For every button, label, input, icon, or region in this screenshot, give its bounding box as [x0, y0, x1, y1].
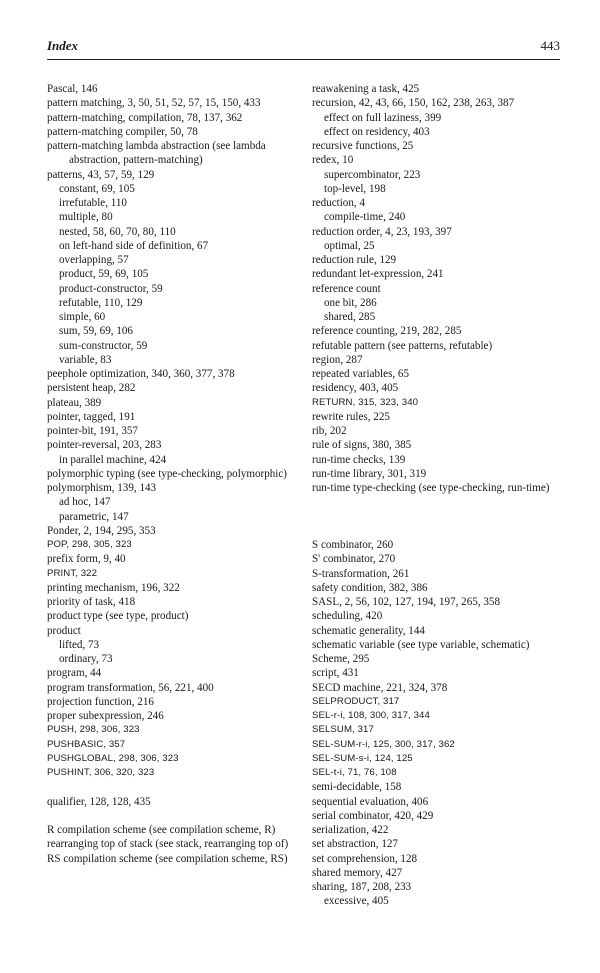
index-subentry: effect on residency, 403 — [324, 125, 430, 138]
index-subentry: ad hoc, 147 — [59, 496, 111, 509]
index-entry: SEL-SUM-r-i, 125, 300, 317, 362 — [312, 738, 455, 750]
page-number: 443 — [540, 38, 560, 53]
index-entry: peephole optimization, 340, 360, 377, 378 — [47, 368, 235, 380]
section-gap — [47, 809, 309, 823]
index-entry: reduction order, 4, 23, 193, 397 — [312, 225, 452, 238]
index-entry: priority of task, 418 — [47, 596, 136, 608]
index-entry: recursive functions, 25 — [312, 140, 414, 152]
index-entry: repeated variables, 65 — [312, 368, 410, 380]
index-entry: pointer, tagged, 191 — [47, 410, 136, 423]
index-entry: run-time library, 301, 319 — [312, 467, 427, 480]
index-entry: persistent heap, 282 — [47, 382, 136, 395]
index-entry: PUSHINT, 306, 320, 323 — [47, 767, 155, 778]
index-entry: polymorphic typing (see type-checking, polymorphic) — [47, 467, 287, 480]
index-entry: pattern-matching compiler, 50, 78 — [47, 125, 198, 138]
index-entry: SECD machine, 221, 324, 378 — [312, 681, 448, 694]
index-subentry: top-level, 198 — [324, 182, 386, 195]
running-head-title: Index — [47, 38, 79, 53]
index-entry: pointer-reversal, 203, 283 — [47, 439, 162, 452]
index-entry: script, 431 — [312, 667, 359, 680]
index-entry: redundant let-expression, 241 — [312, 268, 444, 281]
index-subentry: compile-time, 240 — [324, 211, 406, 224]
index-column-right — [312, 82, 574, 909]
index-subentry: overlapping, 57 — [59, 254, 129, 266]
index-entry: pointer-bit, 191, 357 — [47, 425, 138, 437]
index-entry: program transformation, 56, 221, 400 — [47, 681, 214, 694]
index-entry: S combinator, 260 — [312, 539, 394, 551]
index-entry: shared memory, 427 — [312, 866, 403, 879]
index-entry: rule of signs, 380, 385 — [312, 439, 412, 452]
index-entry: printing mechanism, 196, 322 — [47, 581, 180, 594]
index-entry: region, 287 — [312, 353, 363, 366]
index-subentry: ordinary, 73 — [59, 653, 113, 665]
index-entry: POP, 298, 305, 323 — [47, 539, 132, 550]
index-subentry: excessive, 405 — [324, 895, 389, 908]
index-subentry: one bit, 286 — [324, 296, 377, 309]
index-subentry: sum, 59, 69, 106 — [59, 325, 133, 338]
index-subentry: effect on full laziness, 399 — [324, 111, 442, 124]
index-entry: S-transformation, 261 — [312, 567, 410, 580]
index-entry: PUSH, 298, 306, 323 — [47, 724, 140, 736]
index-entry: redex, 10 — [312, 154, 354, 167]
index-entry: SELSUM, 317 — [312, 724, 374, 736]
index-entry: Ponder, 2, 194, 295, 353 — [47, 524, 156, 537]
index-entry: projection function, 216 — [47, 695, 154, 708]
index-entry: PUSHBASIC, 357 — [47, 738, 126, 750]
index-entry: schematic variable (see type variable, schematic) — [312, 638, 530, 651]
index-subentry: lifted, 73 — [59, 638, 100, 651]
index-entry: rib, 202 — [312, 425, 347, 437]
index-entry: reference counting, 219, 282, 285 — [312, 325, 462, 338]
page-header — [47, 38, 560, 58]
index-entry: run-time checks, 139 — [312, 453, 406, 466]
index-column-left — [47, 82, 309, 866]
index-entry: product — [47, 624, 81, 637]
index-entry: PUSHGLOBAL, 298, 306, 323 — [47, 752, 179, 764]
index-entry: schematic generality, 144 — [312, 624, 425, 637]
index-subentry: supercombinator, 223 — [324, 168, 421, 181]
index-entry: semi-decidable, 158 — [312, 781, 402, 794]
index-entry: Scheme, 295 — [312, 653, 370, 665]
index-entry: plateau, 389 — [47, 396, 102, 409]
index-entry: scheduling, 420 — [312, 610, 383, 623]
index-entry: SELPRODUCT, 317 — [312, 695, 400, 707]
index-entry: reduction, 4 — [312, 197, 365, 209]
index-entry: pattern-matching lambda abstraction (see lambda abstraction, pattern-matching) — [47, 140, 266, 167]
index-subentry: product, 59, 69, 105 — [59, 268, 149, 281]
section-gap — [47, 780, 309, 794]
index-entry: Pascal, 146 — [47, 83, 98, 95]
index-entry: SASL, 2, 56, 102, 127, 194, 197, 265, 358 — [312, 596, 500, 608]
index-subentry: shared, 285 — [324, 311, 376, 323]
index-entry: proper subexpression, 246 — [47, 710, 164, 722]
index-subentry: constant, 69, 105 — [59, 182, 135, 195]
index-subentry: variable, 83 — [59, 353, 112, 366]
index-entry: sequential evaluation, 406 — [312, 795, 429, 808]
index-entry: qualifier, 128, 128, 435 — [47, 795, 151, 808]
index-entry: S' combinator, 270 — [312, 553, 396, 566]
index-subentry: irrefutable, 110 — [59, 197, 127, 209]
index-entry: reawakening a task, 425 — [312, 83, 420, 95]
index-entry: sharing, 187, 208, 233 — [312, 881, 412, 893]
index-entry: recursion, 42, 43, 66, 150, 162, 238, 263, 387 — [312, 97, 515, 110]
index-entry: RS compilation scheme (see compilation scheme, RS) — [47, 852, 288, 865]
index-entry: rearranging top of stack (see stack, rearranging top of) — [47, 838, 289, 851]
index-subentry: on left-hand side of definition, 67 — [59, 239, 209, 252]
index-entry: serialization, 422 — [312, 824, 389, 836]
index-entry: RETURN, 315, 323, 340 — [312, 396, 419, 408]
index-subentry: product-constructor, 59 — [59, 282, 163, 295]
index-entry: run-time type-checking (see type-checking, run-time) — [312, 482, 550, 494]
index-entry: serial combinator, 420, 429 — [312, 809, 434, 822]
index-entry: prefix form, 9, 40 — [47, 553, 126, 566]
index-entry: patterns, 43, 57, 59, 129 — [47, 168, 155, 181]
index-entry: pattern matching, 3, 50, 51, 52, 57, 15, 150, 433 — [47, 97, 261, 110]
index-entry: pattern-matching, compilation, 78, 137, 362 — [47, 111, 243, 124]
index-entry: reduction rule, 129 — [312, 254, 397, 266]
index-entry: SEL-SUM-s-i, 124, 125 — [312, 752, 413, 764]
index-entry: refutable pattern (see patterns, refutable) — [312, 339, 493, 352]
index-subentry: nested, 58, 60, 70, 80, 110 — [59, 225, 176, 238]
index-entry: set comprehension, 128 — [312, 852, 418, 865]
index-subentry: multiple, 80 — [59, 211, 113, 224]
section-gap — [312, 495, 574, 538]
index-entry: residency, 403, 405 — [312, 382, 399, 395]
index-subentry: optimal, 25 — [324, 239, 375, 252]
index-subentry: simple, 60 — [59, 311, 106, 323]
index-entry: set abstraction, 127 — [312, 838, 398, 851]
header-rule — [47, 59, 560, 60]
index-subentry: refutable, 110, 129 — [59, 296, 143, 309]
index-entry: reference count — [312, 282, 381, 295]
index-subentry: parametric, 147 — [59, 510, 129, 523]
index-entry: product type (see type, product) — [47, 610, 189, 623]
index-entry: polymorphism, 139, 143 — [47, 482, 157, 494]
index-entry: PRINT, 322 — [47, 567, 98, 579]
index-entry: SEL-r-i, 108, 300, 317, 344 — [312, 710, 430, 721]
index-entry: program, 44 — [47, 667, 102, 680]
index-subentry: in parallel machine, 424 — [59, 453, 167, 466]
index-entry: R compilation scheme (see compilation scheme, R) — [47, 824, 276, 836]
index-entry: SEL-t-i, 71, 76, 108 — [312, 767, 397, 778]
index-entry: safety condition, 382, 386 — [312, 581, 428, 594]
index-entry: rewrite rules, 225 — [312, 410, 390, 423]
index-subentry: sum-constructor, 59 — [59, 339, 148, 352]
